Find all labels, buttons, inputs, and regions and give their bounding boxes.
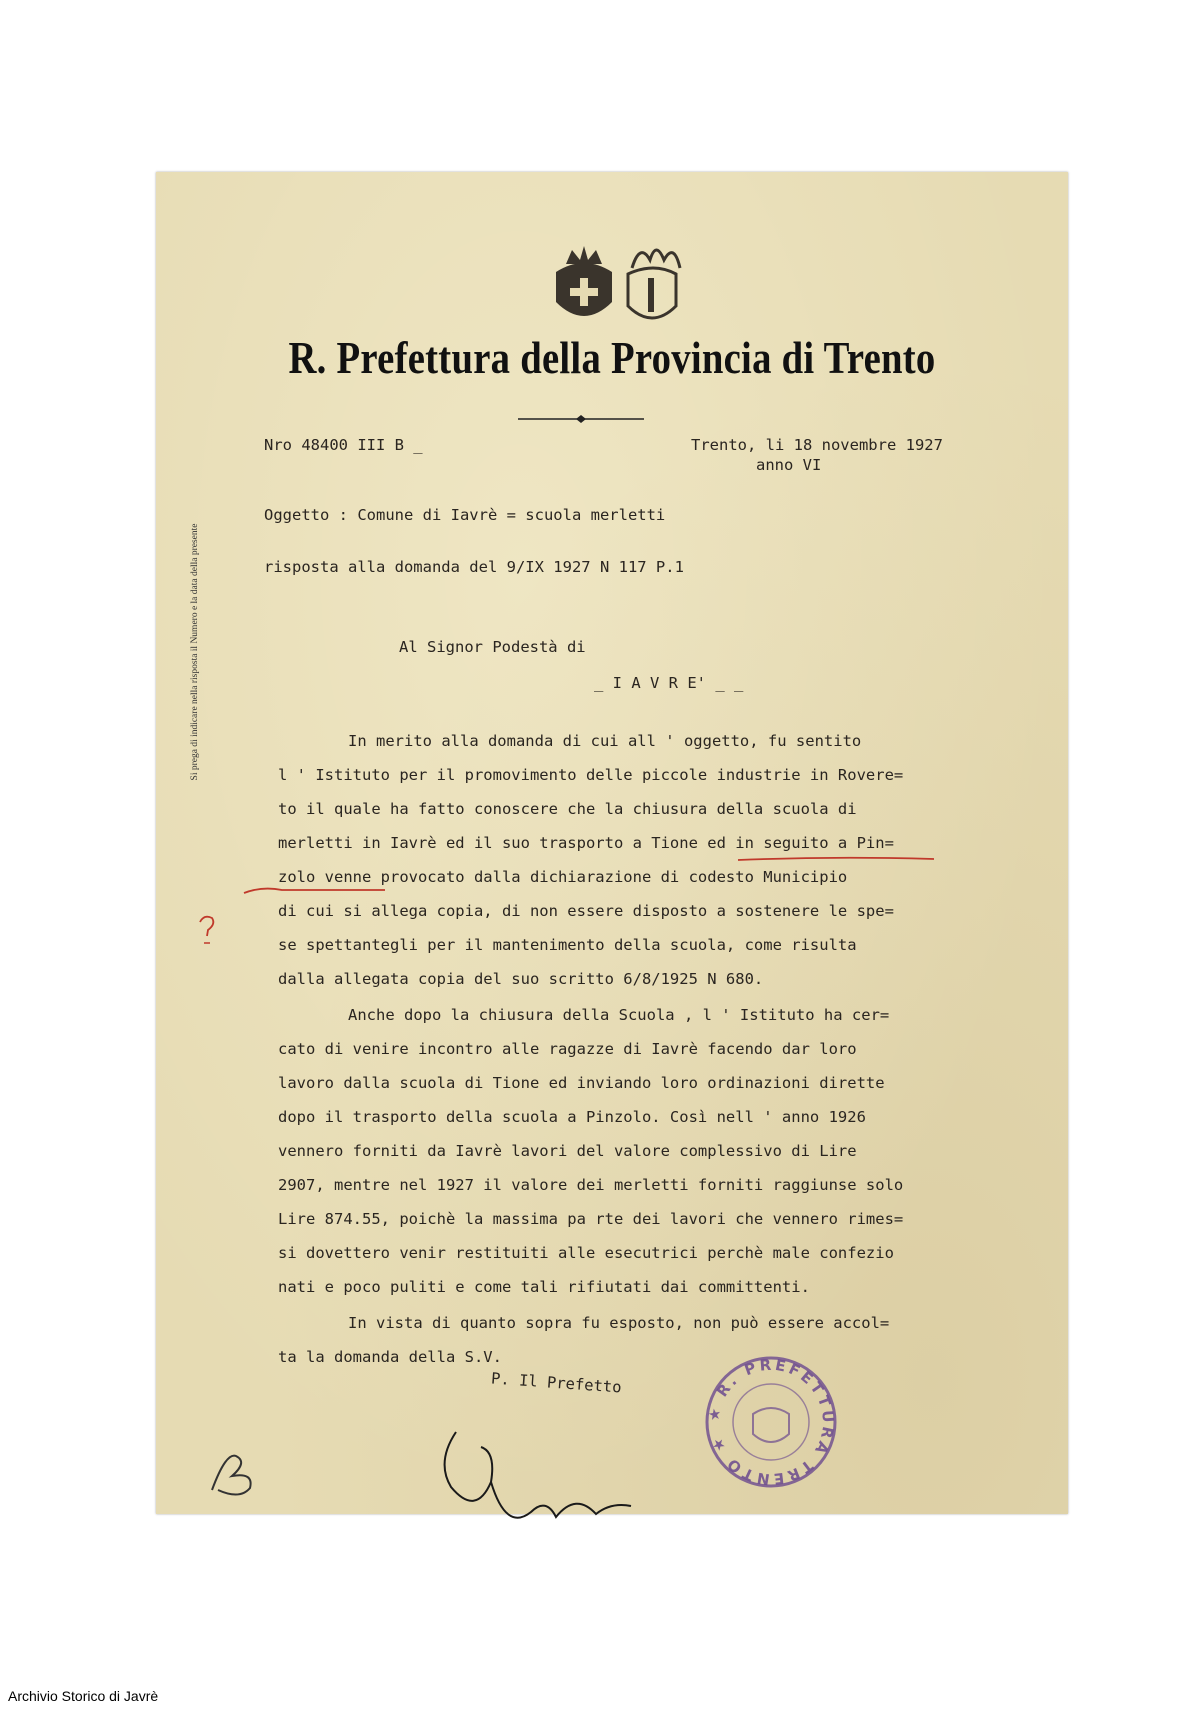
body-line: dalla allegata copia del suo scritto 6/8/1925 N 680. xyxy=(278,970,764,988)
body-line: Anche dopo la chiusura della Scuola , l ' Istituto ha cer= xyxy=(348,1006,890,1024)
body-line: lavoro dalla scuola di Tione ed inviando loro ordinazioni dirette xyxy=(278,1074,885,1092)
red-pencil-underline xyxy=(736,854,936,864)
body-line: ta la domanda della S.V. xyxy=(278,1348,502,1366)
body-line: Lire 874.55, poichè la massima pa rte dei lavori che vennero rimes= xyxy=(278,1210,904,1228)
body-line: nati e poco puliti e come tali rifiutati dai committenti. xyxy=(278,1278,810,1296)
body-line: In vista di quanto sopra fu esposto, non può essere accol= xyxy=(348,1314,890,1332)
prefecture-stamp xyxy=(701,1352,841,1492)
body-line: In merito alla domanda di cui all ' oggetto, fu sentito xyxy=(348,732,862,750)
addressee-line: Al Signor Podestà di xyxy=(399,638,586,656)
place-date: Trento, li 18 novembre 1927 xyxy=(691,436,943,454)
body-line: di cui si allega copia, di non essere disposto a sostenere le spe= xyxy=(278,902,894,920)
body-line: cato di venire incontro alle ragazze di Iavrè facendo dar loro xyxy=(278,1040,857,1058)
body-line: dopo il trasporto della scuola a Pinzolo. Così nell ' anno 1926 xyxy=(278,1108,866,1126)
reference-number: Nro 48400 III B _ xyxy=(264,436,423,454)
svg-text:★ R. PREFETTURA TRENTO ★: ★ R. PREFETTURA TRENTO ★ xyxy=(704,1355,838,1489)
addressee-town: _ I A V R E' _ _ xyxy=(594,674,744,692)
letter-sheet xyxy=(156,172,1068,1514)
margin-instruction-note: Si prega di indicare nella risposta il Numero e la data della presente xyxy=(190,523,200,781)
subject-line: Oggetto : Comune di Iavrè = scuola merletti xyxy=(264,506,666,524)
handwritten-initial xyxy=(206,1442,276,1502)
body-line: si dovettero venir restituiti alle esecutrici perchè male confezio xyxy=(278,1244,894,1262)
coat-of-arms-icon xyxy=(536,234,706,334)
body-line: vennero forniti da Iavrè lavori del valore complessivo di Lire xyxy=(278,1142,857,1160)
question-mark-annotation xyxy=(194,912,220,948)
ornamental-divider xyxy=(518,412,644,426)
handwritten-signature xyxy=(436,1422,646,1532)
archive-label: Archivio Storico di Javrè xyxy=(8,1688,159,1704)
era-year: anno VI xyxy=(756,456,822,474)
body-line: to il quale ha fatto conoscere che la chiusura della scuola di xyxy=(278,800,857,818)
body-line: 2907, mentre nel 1927 il valore dei merletti forniti raggiunse solo xyxy=(278,1176,904,1194)
letterhead-title: R. Prefettura della Provincia di Trento xyxy=(288,333,936,383)
red-pencil-underline xyxy=(242,884,387,896)
body-line: merletti in Iavrè ed il suo trasporto a Tione ed in seguito a Pin= xyxy=(278,834,894,852)
body-line: se spettantegli per il mantenimento della scuola, come risulta xyxy=(278,936,857,954)
body-line: l ' Istituto per il promovimento delle piccole industrie in Rovere= xyxy=(278,766,904,784)
body-line: zolo venne provocato dalla dichiarazione di codesto Municipio xyxy=(278,868,848,886)
reply-reference: risposta alla domanda del 9/IX 1927 N 117 P.1 xyxy=(264,558,684,576)
signature-block-label: P. Il Prefetto xyxy=(490,1369,623,1397)
